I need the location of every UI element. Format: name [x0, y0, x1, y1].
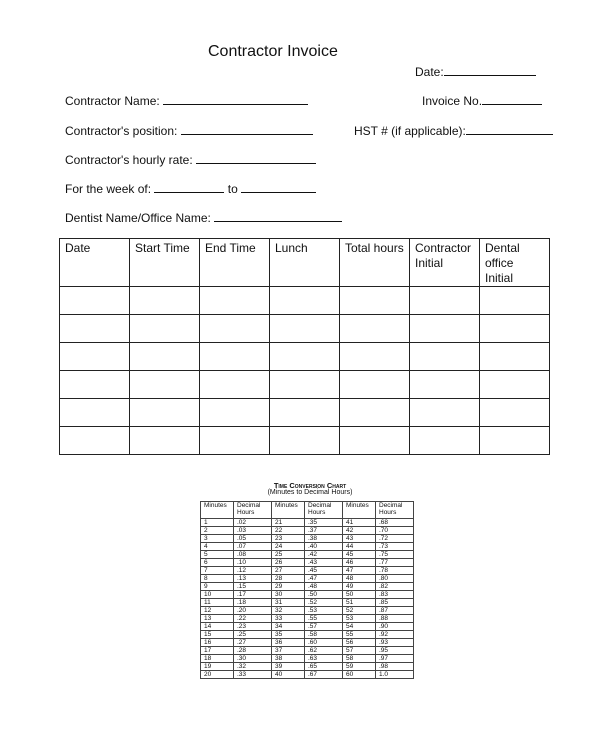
- minutes-cell: 27: [272, 567, 305, 575]
- column-header: Contractor Initial: [410, 239, 480, 287]
- decimal-cell: .42: [305, 551, 343, 559]
- minutes-cell: 43: [343, 535, 376, 543]
- decimal-cell: .80: [376, 575, 414, 583]
- minutes-cell: 37: [272, 647, 305, 655]
- conversion-row: [201, 543, 414, 551]
- minutes-cell: 50: [343, 591, 376, 599]
- rate-label: Contractor's hourly rate:: [65, 153, 193, 167]
- minutes-cell: 35: [272, 631, 305, 639]
- table-cell[interactable]: [270, 315, 340, 343]
- table-cell[interactable]: [480, 371, 550, 399]
- minutes-cell: 7: [201, 567, 234, 575]
- table-cell[interactable]: [480, 343, 550, 371]
- decimal-cell: .53: [305, 607, 343, 615]
- conversion-header: Decimal Hours: [376, 502, 414, 519]
- table-row: [60, 371, 550, 399]
- column-header: Dental office Initial: [480, 239, 550, 287]
- minutes-cell: 9: [201, 583, 234, 591]
- table-cell[interactable]: [60, 315, 130, 343]
- conversion-row: [201, 663, 414, 671]
- minutes-cell: 20: [201, 671, 234, 679]
- table-cell[interactable]: [410, 399, 480, 427]
- minutes-cell: 16: [201, 639, 234, 647]
- minutes-cell: 15: [201, 631, 234, 639]
- minutes-cell: 46: [343, 559, 376, 567]
- minutes-cell: 8: [201, 575, 234, 583]
- table-cell[interactable]: [340, 371, 410, 399]
- hst-field[interactable]: [354, 123, 553, 138]
- minutes-cell: 28: [272, 575, 305, 583]
- minutes-cell: 40: [272, 671, 305, 679]
- column-header: Total hours: [340, 239, 410, 287]
- decimal-cell: .98: [376, 663, 414, 671]
- table-cell[interactable]: [480, 287, 550, 315]
- table-cell[interactable]: [480, 399, 550, 427]
- decimal-cell: .70: [376, 527, 414, 535]
- conversion-header: Minutes: [272, 502, 305, 519]
- decimal-cell: .25: [234, 631, 272, 639]
- minutes-cell: 48: [343, 575, 376, 583]
- column-header: Start Time: [130, 239, 200, 287]
- minutes-cell: 21: [272, 519, 305, 527]
- dentist-field[interactable]: [65, 210, 342, 225]
- table-cell[interactable]: [410, 315, 480, 343]
- minutes-cell: 18: [201, 655, 234, 663]
- decimal-cell: .30: [234, 655, 272, 663]
- table-cell[interactable]: [270, 287, 340, 315]
- minutes-cell: 41: [343, 519, 376, 527]
- decimal-cell: .90: [376, 623, 414, 631]
- decimal-cell: .55: [305, 615, 343, 623]
- minutes-cell: 26: [272, 559, 305, 567]
- decimal-cell: .92: [376, 631, 414, 639]
- decimal-cell: .03: [234, 527, 272, 535]
- contractor-name-label: Contractor Name:: [65, 94, 160, 108]
- table-cell[interactable]: [200, 427, 270, 455]
- date-label: Date:: [415, 65, 444, 79]
- invoice-no-label: Invoice No.: [422, 94, 483, 108]
- decimal-cell: .37: [305, 527, 343, 535]
- minutes-cell: 53: [343, 615, 376, 623]
- table-cell[interactable]: [130, 315, 200, 343]
- decimal-cell: .68: [376, 519, 414, 527]
- decimal-cell: .97: [376, 655, 414, 663]
- decimal-cell: .75: [376, 551, 414, 559]
- decimal-cell: .73: [376, 543, 414, 551]
- conversion-row: [201, 567, 414, 575]
- table-cell[interactable]: [340, 399, 410, 427]
- minutes-cell: 32: [272, 607, 305, 615]
- conversion-table: [200, 501, 414, 679]
- table-cell[interactable]: [340, 343, 410, 371]
- conversion-row: [201, 671, 414, 679]
- minutes-cell: 17: [201, 647, 234, 655]
- decimal-cell: .12: [234, 567, 272, 575]
- table-cell[interactable]: [270, 427, 340, 455]
- table-cell[interactable]: [200, 343, 270, 371]
- decimal-cell: .63: [305, 655, 343, 663]
- minutes-cell: 58: [343, 655, 376, 663]
- conversion-row: [201, 607, 414, 615]
- table-row: [60, 343, 550, 371]
- minutes-cell: 52: [343, 607, 376, 615]
- timesheet-table: [59, 238, 550, 455]
- minutes-cell: 59: [343, 663, 376, 671]
- decimal-cell: .27: [234, 639, 272, 647]
- week-label: For the week of:: [65, 182, 152, 196]
- decimal-cell: .18: [234, 599, 272, 607]
- decimal-cell: .13: [234, 575, 272, 583]
- conversion-row: [201, 599, 414, 607]
- decimal-cell: .47: [305, 575, 343, 583]
- conversion-header: Decimal Hours: [305, 502, 343, 519]
- decimal-cell: .67: [305, 671, 343, 679]
- minutes-cell: 12: [201, 607, 234, 615]
- table-cell[interactable]: [130, 371, 200, 399]
- table-cell[interactable]: [200, 287, 270, 315]
- conversion-row: [201, 527, 414, 535]
- conversion-row: [201, 655, 414, 663]
- conversion-row: [201, 575, 414, 583]
- decimal-cell: .08: [234, 551, 272, 559]
- decimal-cell: .40: [305, 543, 343, 551]
- table-header-row: [60, 239, 550, 287]
- decimal-cell: .43: [305, 559, 343, 567]
- minutes-cell: 5: [201, 551, 234, 559]
- minutes-cell: 1: [201, 519, 234, 527]
- date-field[interactable]: [415, 64, 536, 79]
- minutes-cell: 19: [201, 663, 234, 671]
- decimal-cell: .93: [376, 639, 414, 647]
- dentist-label: Dentist Name/Office Name:: [65, 211, 211, 225]
- decimal-cell: .38: [305, 535, 343, 543]
- decimal-cell: 1.0: [376, 671, 414, 679]
- conversion-row: [201, 639, 414, 647]
- minutes-cell: 51: [343, 599, 376, 607]
- minutes-cell: 6: [201, 559, 234, 567]
- minutes-cell: 2: [201, 527, 234, 535]
- conversion-row: [201, 647, 414, 655]
- decimal-cell: .07: [234, 543, 272, 551]
- minutes-cell: 39: [272, 663, 305, 671]
- table-cell[interactable]: [340, 427, 410, 455]
- chart-subtitle: (Minutes to Decimal Hours): [267, 489, 353, 496]
- table-cell[interactable]: [60, 399, 130, 427]
- invoice-no-field[interactable]: [422, 93, 542, 108]
- decimal-cell: .83: [376, 591, 414, 599]
- table-cell[interactable]: [60, 427, 130, 455]
- table-cell[interactable]: [340, 315, 410, 343]
- table-cell[interactable]: [410, 371, 480, 399]
- table-cell[interactable]: [130, 427, 200, 455]
- decimal-cell: .77: [376, 559, 414, 567]
- minutes-cell: 3: [201, 535, 234, 543]
- minutes-cell: 10: [201, 591, 234, 599]
- table-cell[interactable]: [410, 427, 480, 455]
- column-header: Date: [60, 239, 130, 287]
- minutes-cell: 23: [272, 535, 305, 543]
- minutes-cell: 34: [272, 623, 305, 631]
- minutes-cell: 54: [343, 623, 376, 631]
- table-cell[interactable]: [410, 287, 480, 315]
- position-label: Contractor's position:: [65, 124, 178, 138]
- table-row: [60, 427, 550, 455]
- table-cell[interactable]: [130, 399, 200, 427]
- week-field[interactable]: [65, 181, 316, 196]
- minutes-cell: 25: [272, 551, 305, 559]
- decimal-cell: .28: [234, 647, 272, 655]
- decimal-cell: .02: [234, 519, 272, 527]
- rate-field[interactable]: [65, 152, 316, 167]
- minutes-cell: 13: [201, 615, 234, 623]
- decimal-cell: .60: [305, 639, 343, 647]
- minutes-cell: 24: [272, 543, 305, 551]
- minutes-cell: 33: [272, 615, 305, 623]
- decimal-cell: .22: [234, 615, 272, 623]
- table-cell[interactable]: [270, 371, 340, 399]
- page-title: Contractor Invoice: [208, 43, 338, 60]
- decimal-cell: .95: [376, 647, 414, 655]
- table-cell[interactable]: [270, 343, 340, 371]
- conversion-row: [201, 615, 414, 623]
- table-cell[interactable]: [130, 287, 200, 315]
- decimal-cell: .20: [234, 607, 272, 615]
- minutes-cell: 29: [272, 583, 305, 591]
- table-row: [60, 315, 550, 343]
- conversion-row: [201, 591, 414, 599]
- minutes-cell: 4: [201, 543, 234, 551]
- chart-title: Time Conversion Chart: [273, 481, 347, 490]
- decimal-cell: .50: [305, 591, 343, 599]
- minutes-cell: 44: [343, 543, 376, 551]
- table-cell[interactable]: [60, 343, 130, 371]
- column-header: Lunch: [270, 239, 340, 287]
- table-cell[interactable]: [60, 287, 130, 315]
- decimal-cell: .35: [305, 519, 343, 527]
- table-cell[interactable]: [200, 371, 270, 399]
- minutes-cell: 55: [343, 631, 376, 639]
- conversion-row: [201, 623, 414, 631]
- minutes-cell: 49: [343, 583, 376, 591]
- table-row: [60, 399, 550, 427]
- decimal-cell: .65: [305, 663, 343, 671]
- decimal-cell: .87: [376, 607, 414, 615]
- table-cell[interactable]: [480, 427, 550, 455]
- conversion-row: [201, 583, 414, 591]
- minutes-cell: 42: [343, 527, 376, 535]
- decimal-cell: .62: [305, 647, 343, 655]
- decimal-cell: .45: [305, 567, 343, 575]
- table-cell[interactable]: [480, 315, 550, 343]
- minutes-cell: 47: [343, 567, 376, 575]
- conversion-row: [201, 559, 414, 567]
- hst-label: HST # (if applicable):: [354, 124, 466, 138]
- decimal-cell: .17: [234, 591, 272, 599]
- minutes-cell: 45: [343, 551, 376, 559]
- conversion-row: [201, 519, 414, 527]
- to-label: to: [227, 182, 238, 196]
- table-cell[interactable]: [270, 399, 340, 427]
- table-cell[interactable]: [130, 343, 200, 371]
- conversion-header-row: [201, 502, 414, 519]
- table-cell[interactable]: [200, 315, 270, 343]
- decimal-cell: .05: [234, 535, 272, 543]
- decimal-cell: .48: [305, 583, 343, 591]
- decimal-cell: .78: [376, 567, 414, 575]
- decimal-cell: .82: [376, 583, 414, 591]
- decimal-cell: .57: [305, 623, 343, 631]
- decimal-cell: .23: [234, 623, 272, 631]
- minutes-cell: 57: [343, 647, 376, 655]
- minutes-cell: 36: [272, 639, 305, 647]
- decimal-cell: .85: [376, 599, 414, 607]
- decimal-cell: .58: [305, 631, 343, 639]
- decimal-cell: .52: [305, 599, 343, 607]
- conversion-header: Minutes: [343, 502, 376, 519]
- table-cell[interactable]: [410, 343, 480, 371]
- minutes-cell: 22: [272, 527, 305, 535]
- table-cell[interactable]: [60, 371, 130, 399]
- conversion-row: [201, 631, 414, 639]
- minutes-cell: 60: [343, 671, 376, 679]
- decimal-cell: .15: [234, 583, 272, 591]
- position-field[interactable]: [65, 123, 313, 138]
- decimal-cell: .32: [234, 663, 272, 671]
- minutes-cell: 31: [272, 599, 305, 607]
- table-cell[interactable]: [340, 287, 410, 315]
- table-row: [60, 287, 550, 315]
- decimal-cell: .88: [376, 615, 414, 623]
- conversion-header: Decimal Hours: [234, 502, 272, 519]
- table-cell[interactable]: [200, 399, 270, 427]
- column-header: End Time: [200, 239, 270, 287]
- minutes-cell: 11: [201, 599, 234, 607]
- decimal-cell: .10: [234, 559, 272, 567]
- minutes-cell: 38: [272, 655, 305, 663]
- contractor-name-field[interactable]: [65, 93, 308, 108]
- conversion-row: [201, 535, 414, 543]
- minutes-cell: 30: [272, 591, 305, 599]
- minutes-cell: 14: [201, 623, 234, 631]
- decimal-cell: .33: [234, 671, 272, 679]
- minutes-cell: 56: [343, 639, 376, 647]
- conversion-row: [201, 551, 414, 559]
- conversion-header: Minutes: [201, 502, 234, 519]
- decimal-cell: .72: [376, 535, 414, 543]
